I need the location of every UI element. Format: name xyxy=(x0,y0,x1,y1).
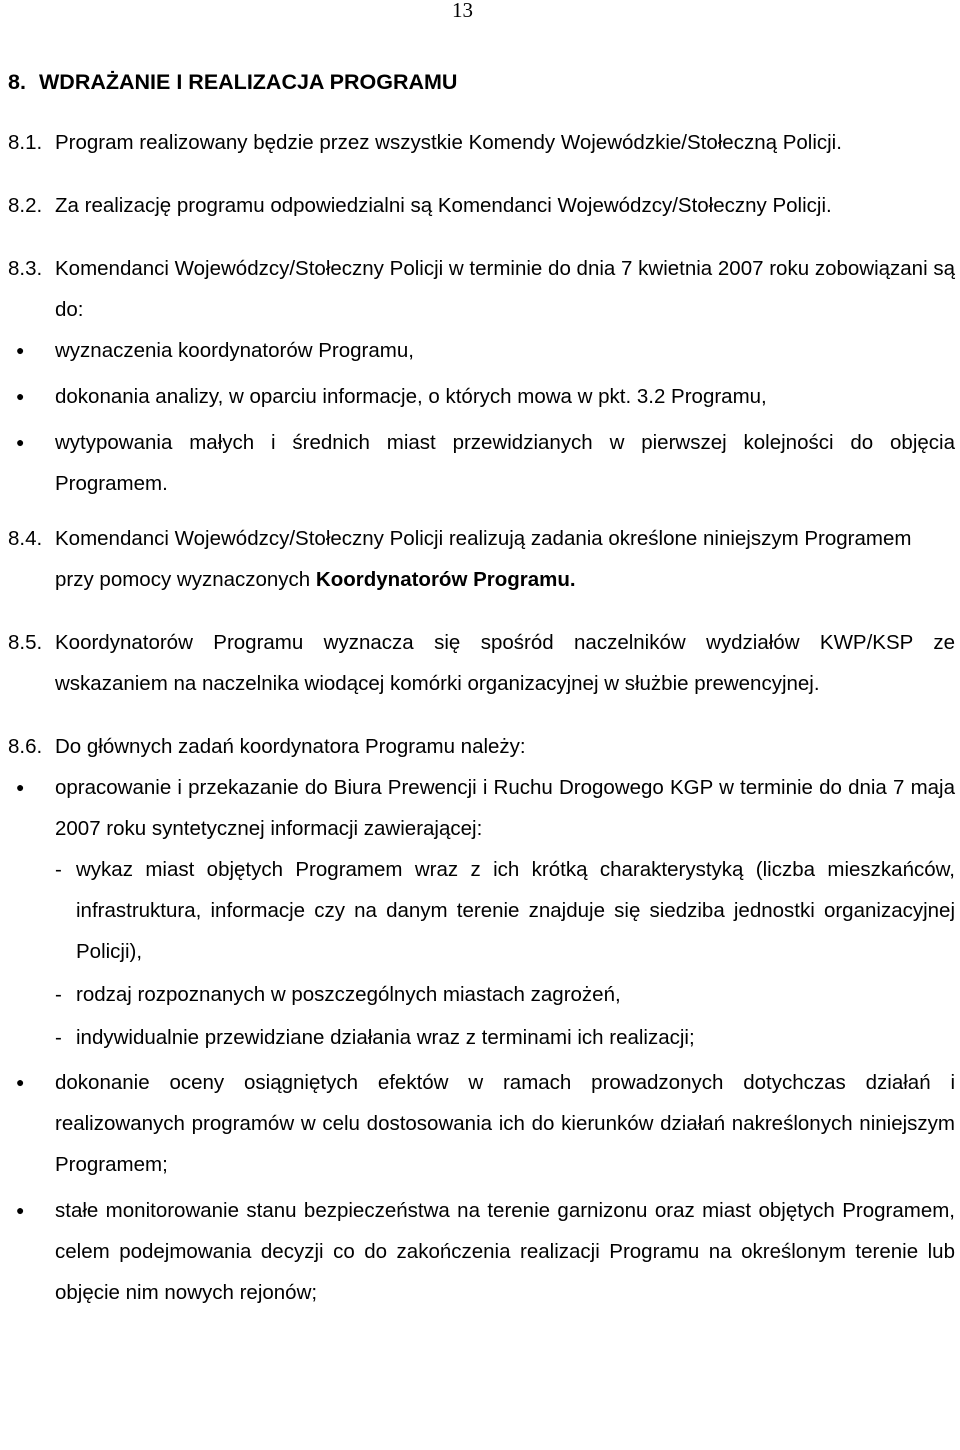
sub-item-text: wykaz miast objętych Programem wraz z ich krótką charakterystyką (liczba mieszkańców, infrastruktura, informacje czy na danym terenie znajduje się siedziba jednostki organizacyjnej Policji), xyxy=(76,858,955,963)
section-text: Program realizowany będzie przez wszystkie Komendy Wojewódzkie/Stołeczną Policji. xyxy=(55,131,842,154)
list-item-text: opracowanie i przekazanie do Biura Prewencji i Ruchu Drogowego KGP w terminie do dnia 7 maja 2007 roku syntetycznej informacji zawierającej: xyxy=(55,776,955,840)
bullet-icon: ● xyxy=(16,1074,25,1090)
section-8-4 xyxy=(8,518,955,600)
bullet-list xyxy=(8,1062,955,1313)
list-item xyxy=(8,767,955,849)
list-item-text: wytypowania małych i średnich miast przewidzianych w pierwszej kolejności do objęcia Programem. xyxy=(55,431,955,495)
list-item xyxy=(8,1062,955,1185)
list-item-text: stałe monitorowanie stanu bezpieczeństwa na terenie garnizonu oraz miast objętych Programem, celem podejmowania decyzji co do zakończenia realizacji Programu na określonym terenie lub objęcie nim nowych rejonów; xyxy=(55,1199,955,1304)
sub-item xyxy=(8,974,955,1015)
section-number: 8.6. xyxy=(8,735,43,758)
section-8-1 xyxy=(8,122,955,163)
section-8-3 xyxy=(8,248,955,330)
bullet-icon: ● xyxy=(16,388,25,404)
bullet-icon: ● xyxy=(16,779,25,795)
sub-item xyxy=(8,1017,955,1058)
bullet-list xyxy=(8,767,955,849)
bullet-icon: ● xyxy=(16,434,25,450)
section-heading xyxy=(8,62,955,102)
bullet-list xyxy=(8,330,955,504)
list-item xyxy=(8,422,955,504)
section-number: 8.4. xyxy=(8,527,43,550)
list-item xyxy=(8,376,955,417)
section-number: 8.3. xyxy=(8,257,43,280)
section-8-5 xyxy=(8,622,955,704)
sub-item-text: indywidualnie przewidziane działania wraz z terminami ich realizacji; xyxy=(76,1026,695,1049)
list-item xyxy=(8,330,955,371)
dash-icon: - xyxy=(55,983,62,1006)
dash-icon: - xyxy=(55,858,62,881)
page-number: 13 xyxy=(452,0,473,22)
section-8-6 xyxy=(8,726,955,767)
sub-item xyxy=(8,849,955,972)
dash-icon: - xyxy=(55,1026,62,1049)
section-8-2 xyxy=(8,185,955,226)
section-number: 8.2. xyxy=(8,194,43,217)
heading-title: WDRAŻANIE I REALIZACJA PROGRAMU xyxy=(39,70,458,94)
section-text: Do głównych zadań koordynatora Programu należy: xyxy=(55,735,526,758)
section-bold-text: Koordynatorów Programu. xyxy=(315,568,576,591)
section-number: 8.1. xyxy=(8,131,43,154)
list-item-text: dokonanie oceny osiągniętych efektów w ramach prowadzonych dotychczas działań i realizowanych programów w celu dostosowania ich do kierunków działań nakreślonych niniejszym Programem; xyxy=(55,1071,955,1176)
heading-number: 8. xyxy=(8,70,26,94)
sub-item-text: rodzaj rozpoznanych w poszczególnych miastach zagrożeń, xyxy=(76,983,621,1006)
section-text: Komendanci Wojewódzcy/Stołeczny Policji realizują zadania określone niniejszym Programem przy pomocy wyznaczonych xyxy=(55,527,912,591)
bullet-icon: ● xyxy=(16,1202,25,1218)
list-item-text: dokonania analizy, w oparciu informacje, o których mowa w pkt. 3.2 Programu, xyxy=(55,385,767,408)
section-text: Koordynatorów Programu wyznacza się spośród naczelników wydziałów KWP/KSP ze wskazaniem na naczelnika wiodącej komórki organizacyjnej w służbie prewencyjnej. xyxy=(55,631,955,695)
bullet-icon: ● xyxy=(16,342,25,358)
document-body xyxy=(8,62,955,1327)
section-text: Komendanci Wojewódzcy/Stołeczny Policji w terminie do dnia 7 kwietnia 2007 roku zobowiązani są do: xyxy=(55,257,955,321)
section-number: 8.5. xyxy=(8,631,43,654)
list-item xyxy=(8,1190,955,1313)
list-item-text: wyznaczenia koordynatorów Programu, xyxy=(55,339,414,362)
section-text: Za realizację programu odpowiedzialni są Komendanci Wojewódzcy/Stołeczny Policji. xyxy=(55,194,832,217)
